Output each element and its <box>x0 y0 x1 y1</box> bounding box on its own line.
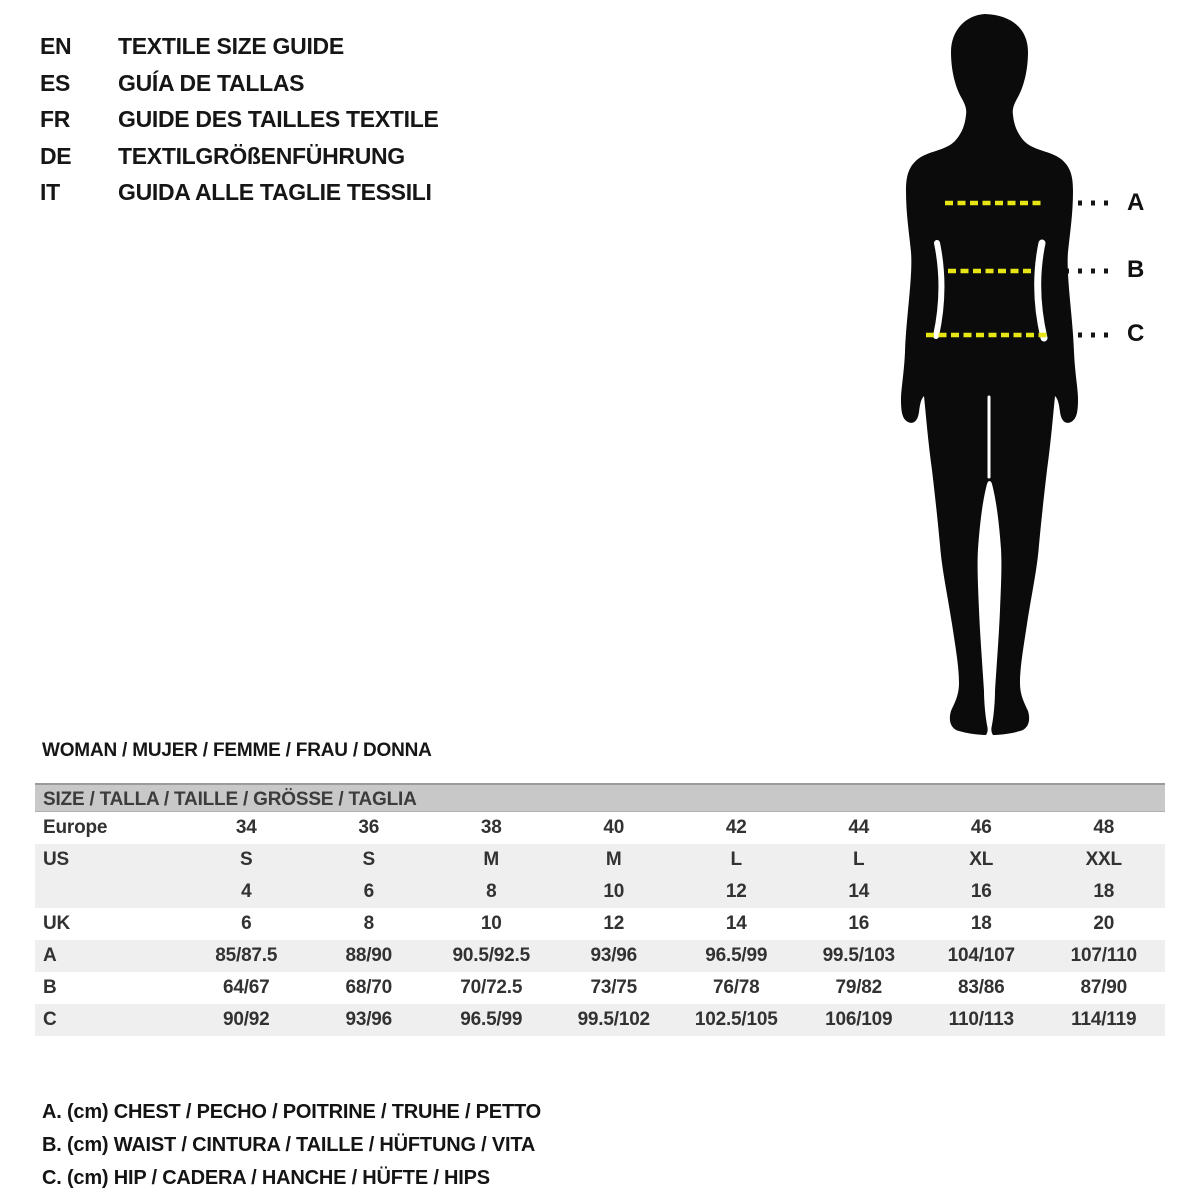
chest-marker-label: A <box>1127 189 1145 216</box>
size-cell: 40 <box>603 817 625 838</box>
measurement-legend <box>42 1096 541 1195</box>
size-cell: 6 <box>363 881 374 902</box>
size-cell: 14 <box>848 881 870 902</box>
size-cell: 102.5/105 <box>694 1009 778 1030</box>
size-cell: 6 <box>241 913 252 934</box>
size-cell: 44 <box>848 817 870 838</box>
size-table <box>35 783 1165 1036</box>
size-cell: 18 <box>1093 881 1115 902</box>
size-cell: 10 <box>480 913 502 934</box>
row-label: B <box>43 977 57 998</box>
size-cell: 38 <box>480 817 502 838</box>
size-cell: 8 <box>486 881 497 902</box>
table-row-us-letters <box>35 844 1165 876</box>
lang-title: TEXTILGRÖßENFÜHRUNG <box>118 142 405 169</box>
size-cell: 14 <box>725 913 747 934</box>
size-cell: 90/92 <box>222 1009 270 1030</box>
size-cell: 46 <box>970 817 992 838</box>
size-cell: 4 <box>241 881 252 902</box>
size-cell: 68/70 <box>345 977 393 998</box>
language-title-list <box>40 28 439 211</box>
lang-code: IT <box>40 179 60 206</box>
table-row-uk <box>35 908 1165 940</box>
waist-marker-label: B <box>1127 256 1145 283</box>
size-cell: 10 <box>603 881 625 902</box>
size-table-header: SIZE / TALLA / TAILLE / GRÖSSE / TAGLIA <box>35 783 1165 812</box>
legend-line-waist: B. (cm) WAIST / CINTURA / TAILLE / HÜFTUNG / VITA <box>42 1134 536 1156</box>
size-cell: 96.5/99 <box>460 1009 523 1030</box>
lang-code: ES <box>40 69 71 96</box>
size-cell: 48 <box>1093 817 1115 838</box>
size-cell: 70/72.5 <box>460 977 523 998</box>
legend-line-hip: C. (cm) HIP / CADERA / HANCHE / HÜFTE / HIPS <box>42 1167 490 1189</box>
size-cell: L <box>730 849 742 870</box>
size-cell: 90.5/92.5 <box>452 945 530 966</box>
lang-row-es <box>40 65 439 102</box>
size-cell: 85/87.5 <box>215 945 278 966</box>
size-cell: 110/113 <box>948 1009 1014 1030</box>
lang-row-it <box>40 174 439 211</box>
lang-title: TEXTILE SIZE GUIDE <box>118 33 344 59</box>
lang-title: GUÍA DE TALLAS <box>118 69 305 96</box>
size-cell: 8 <box>363 913 374 934</box>
size-cell: 16 <box>848 913 870 934</box>
size-cell: 114/119 <box>1071 1009 1137 1030</box>
lang-title: GUIDA ALLE TAGLIE TESSILI <box>118 179 432 206</box>
row-label: UK <box>43 913 71 934</box>
size-cell: 36 <box>358 817 380 838</box>
size-cell: 18 <box>970 913 992 934</box>
size-cell: 12 <box>603 913 625 934</box>
size-cell: 76/78 <box>712 977 760 998</box>
size-cell: 93/96 <box>590 945 638 966</box>
size-cell: 88/90 <box>345 945 393 966</box>
silhouette-body <box>901 14 1078 735</box>
size-cell: 99.5/102 <box>577 1009 650 1030</box>
woman-silhouette-figure <box>880 6 1170 746</box>
lang-row-en <box>40 28 439 65</box>
size-cell: S <box>240 849 253 870</box>
size-cell: M <box>483 849 500 870</box>
size-cell: 64/67 <box>222 977 270 998</box>
size-cell: 34 <box>235 817 257 838</box>
legend-line-chest: A. (cm) CHEST / PECHO / POITRINE / TRUHE / PETTO <box>42 1101 541 1123</box>
size-cell: S <box>362 849 375 870</box>
size-cell: XXL <box>1085 849 1122 870</box>
gender-heading: WOMAN / MUJER / FEMME / FRAU / DONNA <box>42 740 432 761</box>
row-label: US <box>43 849 69 870</box>
lang-title: GUIDE DES TAILLES TEXTILE <box>118 106 439 133</box>
size-cell: 99.5/103 <box>822 945 895 966</box>
size-cell: 104/107 <box>947 945 1015 966</box>
row-label: A <box>43 945 57 966</box>
table-row-us-numbers <box>35 876 1165 908</box>
table-row-chest-a <box>35 940 1165 972</box>
row-label: C <box>43 1009 57 1030</box>
lang-code: DE <box>40 142 72 169</box>
size-cell: 83/86 <box>957 977 1005 998</box>
lang-code: FR <box>40 106 71 133</box>
size-cell: M <box>605 849 622 870</box>
size-cell: 87/90 <box>1080 977 1128 998</box>
size-cell: 16 <box>970 881 992 902</box>
size-cell: 96.5/99 <box>705 945 768 966</box>
size-cell: 20 <box>1093 913 1115 934</box>
size-cell: 106/109 <box>825 1009 893 1030</box>
lang-row-de <box>40 138 439 175</box>
size-cell: XL <box>969 849 994 870</box>
hip-marker-label: C <box>1127 320 1145 347</box>
size-cell: 12 <box>725 881 747 902</box>
size-cell: 79/82 <box>835 977 883 998</box>
row-label: Europe <box>43 817 108 838</box>
table-row-europe <box>35 812 1165 844</box>
lang-row-fr <box>40 101 439 138</box>
lang-code: EN <box>40 33 72 59</box>
size-cell: 73/75 <box>590 977 638 998</box>
table-row-hip-c <box>35 1004 1165 1036</box>
size-cell: 107/110 <box>1070 945 1137 966</box>
table-row-waist-b <box>35 972 1165 1004</box>
size-cell: L <box>853 849 865 870</box>
size-cell: 93/96 <box>345 1009 393 1030</box>
size-cell: 42 <box>725 817 747 838</box>
